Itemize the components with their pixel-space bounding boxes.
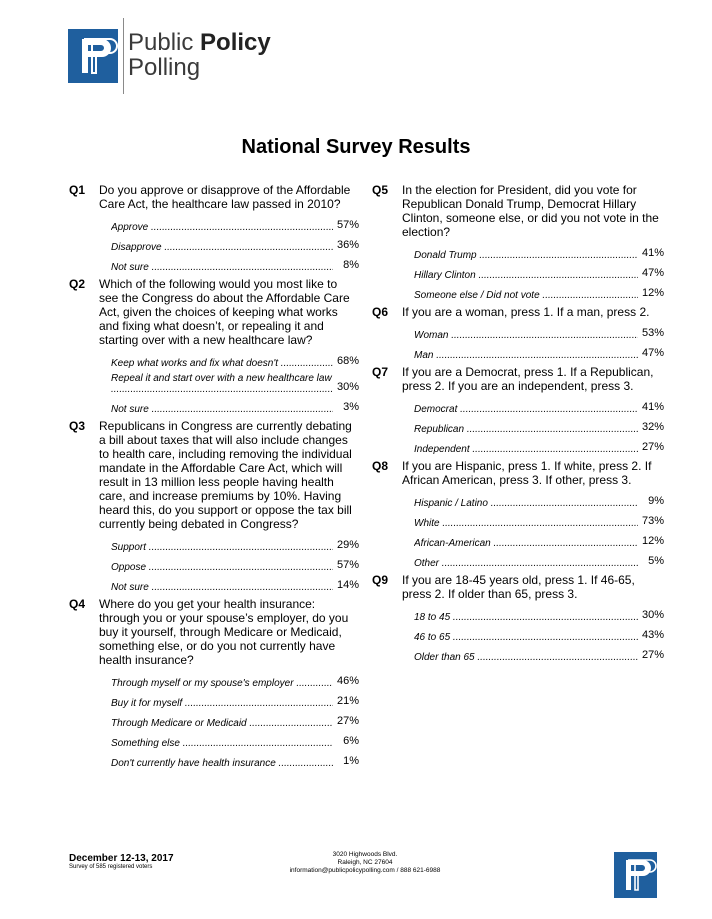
answer-percent: 14% (336, 579, 359, 591)
answer-row (414, 644, 664, 664)
answer-percent: 73% (641, 515, 664, 527)
answer-label: Don't currently have health insurance ..... (111, 758, 333, 770)
answer-label: Keep what works and fix what doesn't ..... (111, 358, 333, 370)
answer-list (414, 242, 664, 302)
question-q8 (372, 459, 664, 570)
answer-percent: 47% (641, 347, 664, 359)
answer-row (414, 604, 664, 624)
answer-label: Republican ..... (414, 424, 638, 436)
answer-row (111, 554, 359, 574)
answer-percent: 1% (343, 755, 359, 767)
answer-row (414, 282, 664, 302)
question-number: Q6 (372, 305, 389, 319)
answer-label: Not sure ..... (111, 262, 333, 274)
question-text: Do you approve or disapprove of the Affordable Care Act, the healthcare law passed in 2010? (99, 183, 351, 211)
answer-list (111, 350, 359, 416)
answer-label: Donald Trump ..... (414, 250, 638, 262)
question-q2 (69, 277, 359, 416)
footer-date: December 12-13, 2017 (69, 853, 174, 864)
question-q6 (372, 305, 664, 362)
question-text: If you are 18-45 years old, press 1. If 46-65, press 2. If older than 65, press 3. (402, 573, 635, 601)
answer-label: Democrat ..... (414, 404, 638, 416)
logo-word-public: Public (128, 29, 194, 56)
question-text: If you are Hispanic, press 1. If white, press 2. If African American, press 3. If other, press 3. (402, 459, 652, 487)
logo-wordmark (128, 30, 271, 80)
footer-address-line2: Raleigh, NC 27604 (337, 859, 393, 866)
answer-label: White ..... (414, 518, 638, 530)
footer-address (230, 851, 500, 875)
footer-logo-icon (614, 852, 657, 898)
answer-row (111, 370, 359, 396)
answer-label: Disapprove ..... (111, 242, 333, 254)
footer-sample: Survey of 585 registered voters (69, 864, 153, 870)
answer-percent: 5% (648, 555, 664, 567)
answer-row (111, 234, 359, 254)
question-text: Which of the following would you most like to see the Congress do about the Affordable Care Act, given the choices of keeping what works and fixing what doesn’t, or repealing it and starting over with a new healthcare law? (99, 277, 350, 347)
answer-percent: 27% (336, 715, 359, 727)
answer-label: Through myself or my spouse's employer ..... (111, 678, 333, 690)
question-number: Q1 (69, 183, 86, 197)
answer-label: Other ..... (414, 558, 638, 570)
answer-row (414, 242, 664, 262)
answer-row (111, 750, 359, 770)
answer-label: 18 to 45 ..... (414, 612, 638, 624)
answer-percent: 29% (336, 539, 359, 551)
answer-list (414, 322, 664, 362)
answer-row (414, 262, 664, 282)
answer-percent: 27% (641, 441, 664, 453)
answer-label: Older than 65 ..... (414, 652, 638, 664)
answer-label: Oppose ..... (111, 562, 333, 574)
answer-percent: 57% (336, 559, 359, 571)
footer-address-line1: 3020 Highwoods Blvd. (332, 851, 398, 858)
question-text: If you are a woman, press 1. If a man, press 2. (402, 305, 650, 319)
answer-percent: 3% (343, 401, 359, 413)
answer-row (414, 436, 664, 456)
question-number: Q2 (69, 277, 86, 291)
answer-row (111, 670, 359, 690)
answer-row (414, 322, 664, 342)
question-text: Where do you get your health insurance: through you or your spouse’s employer, do you buy it yourself, through Medicare or Medicaid, something else, or do you not currently have health insurance? (99, 597, 349, 667)
answer-label: 46 to 65 ..... (414, 632, 638, 644)
answer-percent: 57% (336, 219, 359, 231)
answer-row (111, 690, 359, 710)
answer-row (414, 396, 664, 416)
answer-label: Not sure ..... (111, 404, 333, 416)
answer-percent: 46% (336, 675, 359, 687)
answer-list (414, 604, 664, 664)
answer-list (111, 214, 359, 274)
answer-label: Woman ..... (414, 330, 638, 342)
answer-label: Someone else / Did not vote ..... (414, 290, 638, 302)
question-q1 (69, 183, 359, 274)
answer-percent: 8% (343, 259, 359, 271)
answer-label: Hillary Clinton ..... (414, 270, 638, 282)
answer-percent: 9% (648, 495, 664, 507)
answer-row (111, 254, 359, 274)
answer-label: Not sure ..... (111, 582, 333, 594)
answer-percent: 32% (641, 421, 664, 433)
question-text: If you are a Democrat, press 1. If a Republican, press 2. If you are an independent, press 3. (402, 365, 654, 393)
answer-list (111, 670, 359, 770)
question-number: Q9 (372, 573, 389, 587)
answer-row (111, 710, 359, 730)
question-q5 (372, 183, 664, 302)
page-title: National Survey Results (241, 136, 471, 158)
answer-label: Man ..... (414, 350, 638, 362)
question-q4 (69, 597, 359, 770)
answer-row (414, 416, 664, 436)
answer-label: Hispanic / Latino ..... (414, 498, 638, 510)
answer-label: Repeal it and start over with a new healthcare law ..... (111, 373, 333, 396)
answer-list (111, 534, 359, 594)
logo-divider (123, 18, 124, 94)
answer-label: Independent ..... (414, 444, 638, 456)
question-number: Q7 (372, 365, 389, 379)
question-number: Q5 (372, 183, 389, 197)
answer-percent: 21% (336, 695, 359, 707)
footer-survey-info (69, 853, 174, 870)
footer-contact: information@publicpolicypolling.com / 888 621-6988 (289, 867, 441, 874)
answer-label: Something else ..... (111, 738, 333, 750)
answer-row (414, 490, 664, 510)
answer-percent: 53% (641, 327, 664, 339)
logo-word-policy: Policy (200, 29, 271, 56)
answer-label: Approve ..... (111, 222, 333, 234)
answer-row (111, 730, 359, 750)
answer-row (111, 396, 359, 416)
ppp-logo-mark-icon (68, 29, 118, 83)
answer-label: Buy it for myself ..... (111, 698, 333, 710)
answer-percent: 36% (336, 239, 359, 251)
question-text: In the election for President, did you vote for Republican Donald Trump, Democrat Hillary Clinton, someone else, or did you not vote in the election? (402, 183, 659, 239)
answer-percent: 43% (641, 629, 664, 641)
right-column (372, 183, 664, 664)
answer-row (414, 342, 664, 362)
answer-percent: 30% (641, 609, 664, 621)
answer-list (414, 490, 664, 570)
answer-percent: 68% (336, 355, 359, 367)
answer-row (111, 534, 359, 554)
answer-label: African-American ..... (414, 538, 638, 550)
logo-word-polling: Polling (128, 54, 201, 81)
question-number: Q4 (69, 597, 86, 611)
answer-label: Support ..... (111, 542, 333, 554)
answer-row (111, 574, 359, 594)
question-q7 (372, 365, 664, 456)
answer-list (414, 396, 664, 456)
answer-percent: 41% (641, 247, 664, 259)
answer-row (414, 530, 664, 550)
answer-percent: 47% (641, 267, 664, 279)
left-column (69, 183, 359, 770)
answer-percent: 41% (641, 401, 664, 413)
question-q3 (69, 419, 359, 594)
question-q9 (372, 573, 664, 664)
answer-percent: 12% (641, 535, 664, 547)
answer-row (414, 550, 664, 570)
answer-percent: 12% (641, 287, 664, 299)
question-number: Q8 (372, 459, 389, 473)
answer-percent: 6% (343, 735, 359, 747)
answer-row (414, 510, 664, 530)
answer-percent: 30% (336, 381, 359, 393)
question-number: Q3 (69, 419, 86, 433)
answer-row (414, 624, 664, 644)
answer-row (111, 214, 359, 234)
question-text: Republicans in Congress are currently debating a bill about taxes that will also include changes to health care, including removing the individual mandate in the Affordable Care Act, which will result in 13 million less people having health care, and increase premiums by 10%. Having heard this, do you support or oppose the tax bill currently being debated in Congress? (99, 419, 352, 531)
answer-label: Through Medicare or Medicaid ..... (111, 718, 333, 730)
answer-percent: 27% (641, 649, 664, 661)
answer-row (111, 350, 359, 370)
